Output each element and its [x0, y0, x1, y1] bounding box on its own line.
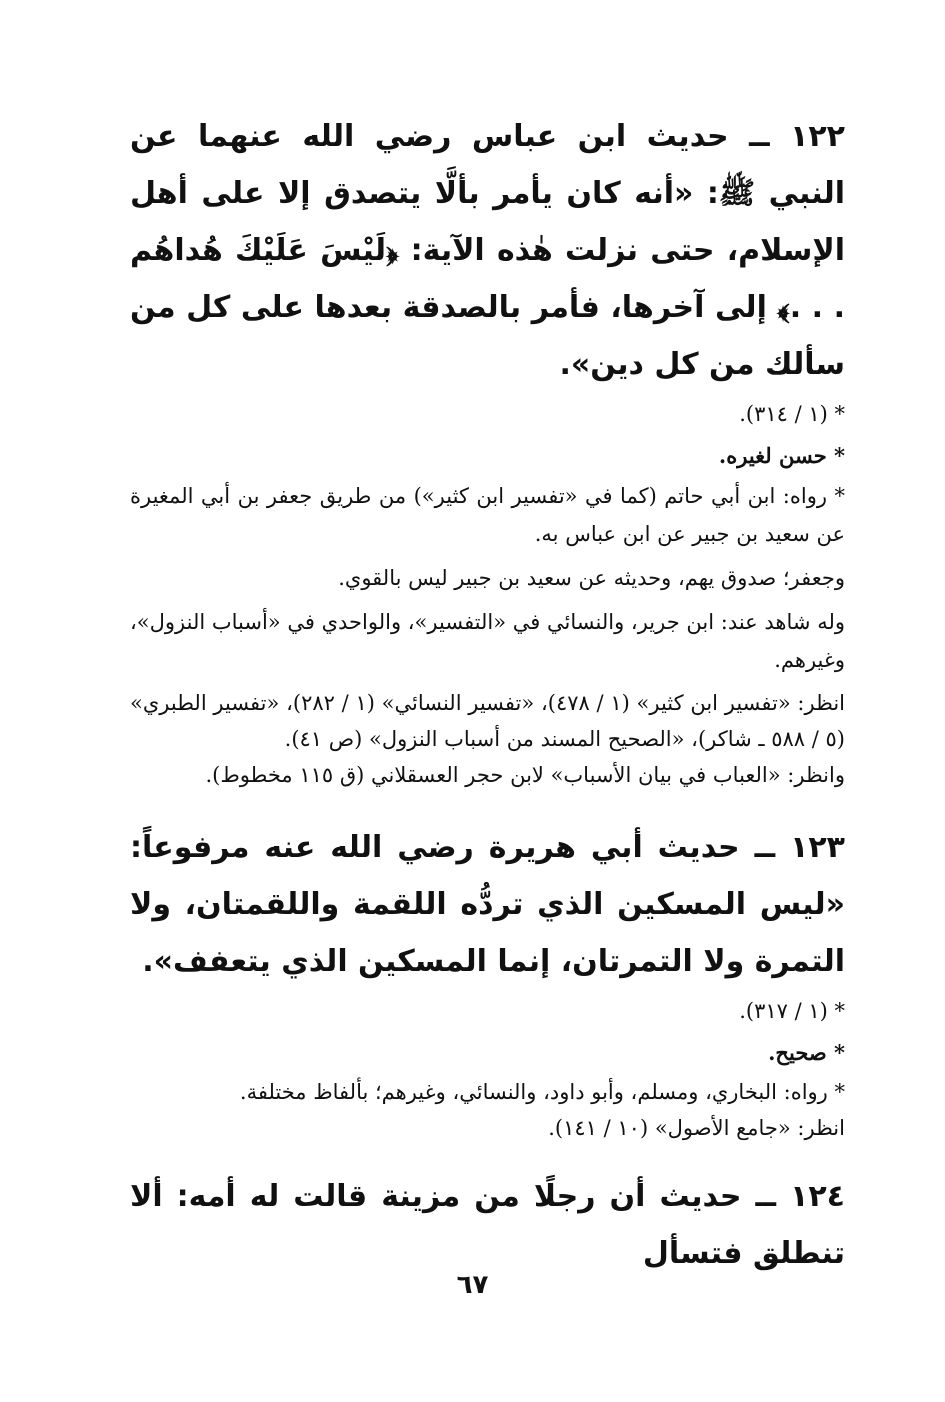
hadith-123-text: ١٢٣ ــ حديث أبي هريرة رضي الله عنه مرفوعاً: «ليس المسكين الذي تردُّه اللقمة واللقمتان، ولا التمرة ولا التمرتان، إنما المسكين الذي يتعفف». — [130, 830, 845, 979]
page-number: ٦٧ — [456, 1270, 489, 1300]
hadith-122-note-jafar: وجعفر؛ صدوق يهم، وحديثه عن سعيد بن جبير ليس بالقوي. — [338, 566, 845, 590]
hadith-122-note-narration: * رواه: ابن أبي حاتم (كما في «تفسير ابن كثير») من طريق جعفر بن أبي المغيرة عن سعيد بن جبير عن ابن عباس به. — [130, 484, 845, 546]
hadith-123-reference: * (١ / ٣١٧). — [739, 999, 845, 1023]
hadith-123-note-see: انظر: «جامع الأصول» (١٠ / ١٤١). — [548, 1116, 845, 1140]
hadith-122-note-see-also: وانظر: «العباب في بيان الأسباب» لابن حجر العسقلاني (ق ١١٥ مخطوط). — [205, 763, 845, 787]
hadith-124-text: ١٢٤ ــ حديث أن رجلًا من مزينة قالت له أمه: ألا تنطلق فتسأل — [130, 1179, 845, 1271]
hadith-122-text: ١٢٢ ــ حديث ابن عباس رضي الله عنهما عن النبي ﷺ: «أنه كان يأمر بألَّا يتصدق إلا على أهل الإسلام، حتى نزلت هٰذه الآية: ﴿لَيْسَ عَلَيْكَ هُداهُم . . .﴾ إلى آخرها، فأمر بالصدقة بعدها على كل من سألك من كل دين». — [130, 119, 845, 382]
hadith-122-note-witness: وله شاهد عند: ابن جرير، والنسائي في «التفسير»، والواحدي في «أسباب النزول»، وغيرهم. — [130, 610, 845, 672]
hadith-122-reference: * (١ / ٣١٤). — [739, 402, 845, 426]
hadith-123-note-narration: * رواه: البخاري، ومسلم، وأبو داود، والنسائي، وغيرهم؛ بألفاظ مختلفة. — [239, 1080, 845, 1104]
hadith-123-grade: * صحيح. — [768, 1040, 845, 1065]
hadith-122-note-see: انظر: «تفسير ابن كثير» (١ / ٤٧٨)، «تفسير النسائي» (١ / ٢٨٢)، «تفسير الطبري» (٥ / ٥٨٨ ـ شاكر)، «الصحيح المسند من أسباب النزول» (ص ٤١). — [130, 691, 845, 751]
page-body — [130, 108, 845, 1338]
hadith-122-grade: * حسن لغيره. — [718, 443, 845, 468]
